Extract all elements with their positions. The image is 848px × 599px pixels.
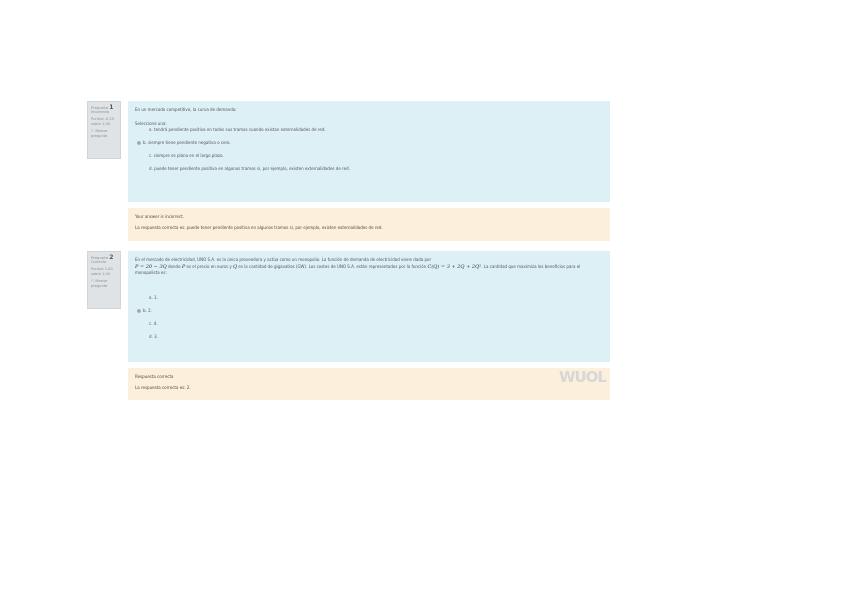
feedback-answer: La respuesta correcta es: 2. [135,385,191,390]
question-info-2 [87,251,121,309]
answer-option[interactable] [137,308,603,321]
question-label: Pregunta [91,255,109,260]
answer-option[interactable] [143,127,603,140]
answer-option[interactable] [143,334,603,347]
option-text: d. puede tener pendiente positiva en algunos tramos si, por ejemplo, existen externalidades de red. [149,166,350,171]
flag-label: Marcar pregunta [91,129,108,138]
option-text: a. tendrá pendiente positiva en todos sus tramos cuando existan externalidades de red. [149,127,326,132]
question-status: Correcta [91,260,107,264]
demand-formula: P = 20 − 3Q [135,264,167,270]
answer-option[interactable] [143,321,603,334]
radio-button[interactable] [143,322,147,326]
prompt-text: . La cantidad que maximiza los beneficios para el monopolista es: [135,264,581,275]
prompt-text: es el precio en euros y [185,264,233,269]
quantity-variable: Q [232,264,238,270]
option-text: a. 1. [149,295,158,300]
feedback-status: Respuesta correcta [135,374,174,379]
question-prompt: En un mercado competitivo, la curva de demanda: [135,107,237,112]
question-prompt: En el mercado de electricidad, UNO S.A. es la única proveedora y actúa como un monopolio. La función de demanda de electricidad viene dada por [135,257,432,262]
feedback-status: Your answer is incorrect. [135,214,184,219]
option-text: b. siempre tiene pendiente negativa o cero. [143,140,231,145]
question-formulation-1 [128,101,610,202]
radio-button[interactable] [143,154,147,158]
radio-button[interactable] [137,141,141,145]
watermark-logo: WUOL [558,368,606,386]
flag-icon: ⚐ [91,279,95,283]
answer-option[interactable] [143,295,603,308]
question-number-value: 1 [109,104,114,111]
answer-options [143,127,603,179]
cost-formula: C(Q) = 3 + 2Q + 2Q² [427,264,482,270]
answer-option[interactable] [143,166,603,179]
question-score: Puntúa -0,25 sobre 1,00 [91,117,114,126]
flag-question-button[interactable] [91,279,117,289]
question-feedback-1 [128,208,610,241]
radio-button[interactable] [137,309,141,313]
question-prompt-formula-line [135,264,603,276]
radio-button[interactable] [143,335,147,339]
question-feedback-2 [128,368,610,400]
question-info-1 [87,101,121,159]
answer-option[interactable] [143,153,603,166]
question-score: Puntúa 1,00 sobre 1,00 [91,267,113,276]
feedback-answer: La respuesta correcta es: puede tener pendiente positiva en algunos tramos si, por ejemplo, existen externalidades de red. [135,225,383,230]
flag-label: Marcar pregunta [91,279,108,288]
radio-button[interactable] [143,128,147,132]
question-label: Pregunta [91,105,109,110]
radio-button[interactable] [143,296,147,300]
question-formulation-2 [128,251,610,362]
price-variable: P [181,264,186,270]
option-text: c. 4. [149,321,158,326]
question-status: Incorrecta [91,110,110,114]
question-number-value: 2 [109,254,114,261]
answer-option[interactable] [137,140,603,153]
prompt-text: donde [166,264,182,269]
radio-button[interactable] [143,167,147,171]
option-text: c. siempre es plana en el largo plazo. [149,153,224,158]
option-text: d. 3. [149,334,158,339]
select-label: Seleccione una: [135,121,167,126]
flag-icon: ⚐ [91,129,95,133]
answer-options [143,295,603,347]
prompt-text: es la cantidad de gigavatios (GW). Los costes de UNO S.A. están representados por la función [237,264,428,269]
flag-question-button[interactable] [91,129,117,139]
option-text: b. 2. [143,308,152,313]
